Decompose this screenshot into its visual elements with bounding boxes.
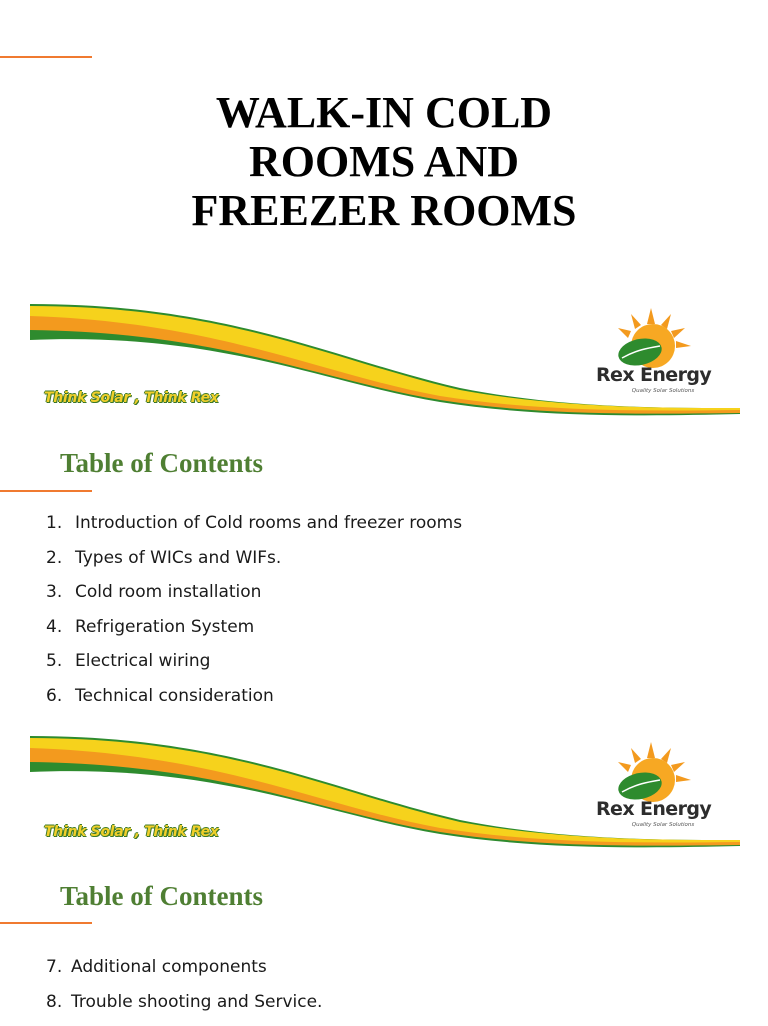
- toc-item: [46, 686, 462, 721]
- toc-item-text: Introduction of Cold rooms and freezer rooms: [75, 513, 463, 533]
- toc-heading: Table of Contents: [60, 881, 264, 911]
- toc-item-text: Types of WICs and WIFs.: [75, 547, 282, 568]
- accent-line: [0, 922, 92, 924]
- title-line: WALK-IN COLD: [215, 88, 553, 137]
- rex-energy-logo: [596, 306, 712, 406]
- toc-item: [46, 513, 462, 548]
- toc-item-text: Trouble shooting and Service.: [71, 991, 323, 1012]
- brand-name: Rex Energy: [596, 364, 712, 386]
- toc-item-number: 8.: [46, 991, 63, 1012]
- tagline: Think Solar , Think Rex: [44, 824, 219, 840]
- toc-item-text: Refrigeration System: [75, 616, 255, 637]
- title-line: ROOMS AND: [248, 137, 520, 186]
- toc-item: [46, 617, 462, 652]
- rex-energy-logo: [596, 740, 712, 840]
- document-title: [0, 88, 768, 235]
- accent-line: [0, 490, 92, 492]
- toc-item: [46, 548, 462, 583]
- brand-subtitle: Quality Solar Solutions: [631, 388, 695, 394]
- toc-item-number: 5.: [46, 651, 63, 672]
- toc-item-text: Electrical wiring: [75, 651, 211, 672]
- tagline: Think Solar , Think Rex: [44, 390, 219, 406]
- title-line: FREEZER ROOMS: [191, 186, 577, 235]
- accent-line: [0, 56, 92, 58]
- toc-item-text: Cold room installation: [75, 582, 262, 603]
- toc-item-text: Additional components: [71, 957, 267, 977]
- toc-heading: Table of Contents: [60, 448, 264, 478]
- brand-subtitle: Quality Solar Solutions: [631, 822, 695, 828]
- toc-item-text: Technical consideration: [75, 685, 274, 706]
- toc-list: [46, 513, 462, 721]
- brand-banner: [0, 728, 768, 858]
- toc-item-number: 1.: [46, 513, 63, 533]
- toc-list: [46, 957, 322, 1026]
- toc-item-number: 4.: [46, 616, 63, 637]
- brand-name: Rex Energy: [596, 798, 712, 820]
- toc-item-number: 6.: [46, 685, 63, 706]
- toc-item: [46, 582, 462, 617]
- toc-item-number: 3.: [46, 582, 63, 603]
- brand-banner: [0, 296, 768, 426]
- toc-item: [46, 957, 322, 992]
- toc-item: [46, 992, 322, 1026]
- toc-item-number: 7.: [46, 957, 63, 977]
- toc-item: [46, 651, 462, 686]
- toc-item-number: 2.: [46, 547, 63, 568]
